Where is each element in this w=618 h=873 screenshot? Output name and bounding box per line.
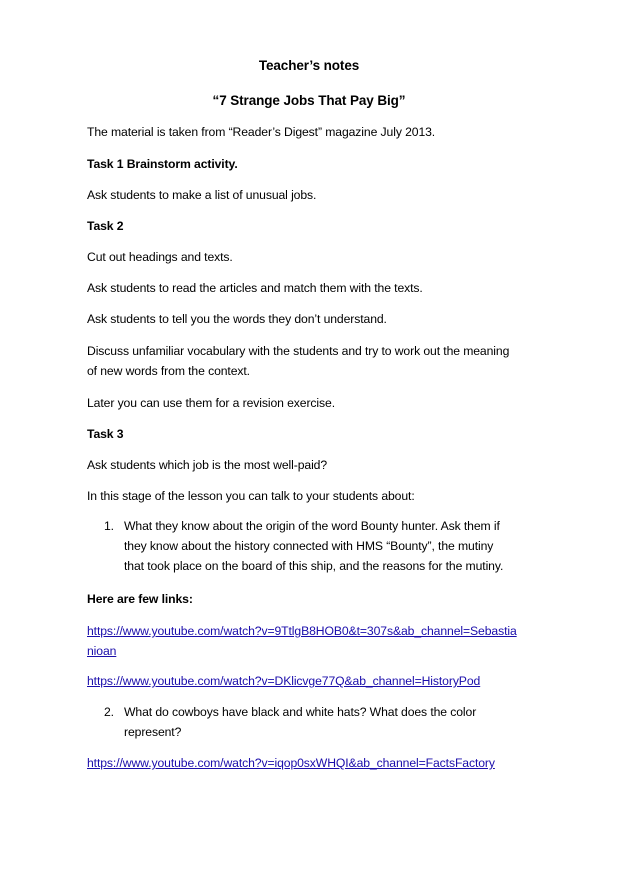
list-item-2-line-1: What do cowboys have black and white hats? What does the color: [124, 705, 477, 719]
links-heading: Here are few links:: [87, 592, 193, 606]
link-1-line-1[interactable]: https://www.youtube.com/watch?v=9TtlgB8HOB0&t=307s&ab_channel=Sebastia: [87, 624, 517, 638]
list-item-1: [124, 516, 564, 576]
list-item-2: [124, 702, 564, 742]
list-item-1-line-2: they know about the history connected with HMS “Bounty”, the mutiny: [124, 539, 494, 553]
task3-paragraph-1: Ask students which job is the most well-paid?: [87, 458, 328, 472]
task1-text: Ask students to make a list of unusual jobs.: [87, 188, 317, 202]
page-title: Teacher’s notes: [258, 58, 360, 73]
link-3[interactable]: https://www.youtube.com/watch?v=iqop0sxWHQI&ab_channel=FactsFactory: [87, 756, 495, 770]
task1-heading: Task 1 Brainstorm activity.: [87, 157, 238, 171]
task3-paragraph-2: In this stage of the lesson you can talk to your students about:: [87, 489, 415, 503]
link-2[interactable]: https://www.youtube.com/watch?v=DKlicvge77Q&ab_channel=HistoryPod: [87, 674, 481, 688]
link-1-line-2[interactable]: nioan: [87, 644, 117, 658]
page-subtitle: “7 Strange Jobs That Pay Big”: [212, 93, 406, 108]
task2-paragraph-3: Ask students to tell you the words they don’t understand.: [87, 312, 387, 326]
list-item-1-number: 1.: [104, 519, 114, 533]
task3-heading: Task 3: [87, 427, 124, 441]
task2-paragraph-2: Ask students to read the articles and match them with the texts.: [87, 281, 423, 295]
task2-heading: Task 2: [87, 219, 124, 233]
link-1[interactable]: [87, 621, 517, 661]
list-item-2-line-2: represent?: [124, 725, 182, 739]
list-item-1-line-1: What they know about the origin of the word Bounty hunter. Ask them if: [124, 519, 500, 533]
task2-paragraph-1: Cut out headings and texts.: [87, 250, 233, 264]
list-item-2-number: 2.: [104, 705, 114, 719]
task2-paragraph-4-line-2: of new words from the context.: [87, 364, 250, 378]
task2-paragraph-4: [87, 341, 509, 381]
intro-paragraph: The material is taken from “Reader’s Digest” magazine July 2013.: [87, 125, 436, 139]
list-item-1-line-3: that took place on the board of this ship, and the reasons for the mutiny.: [124, 559, 504, 573]
task2-paragraph-4-line-1: Discuss unfamiliar vocabulary with the students and try to work out the meaning: [87, 344, 510, 358]
task2-paragraph-5: Later you can use them for a revision exercise.: [87, 396, 335, 410]
